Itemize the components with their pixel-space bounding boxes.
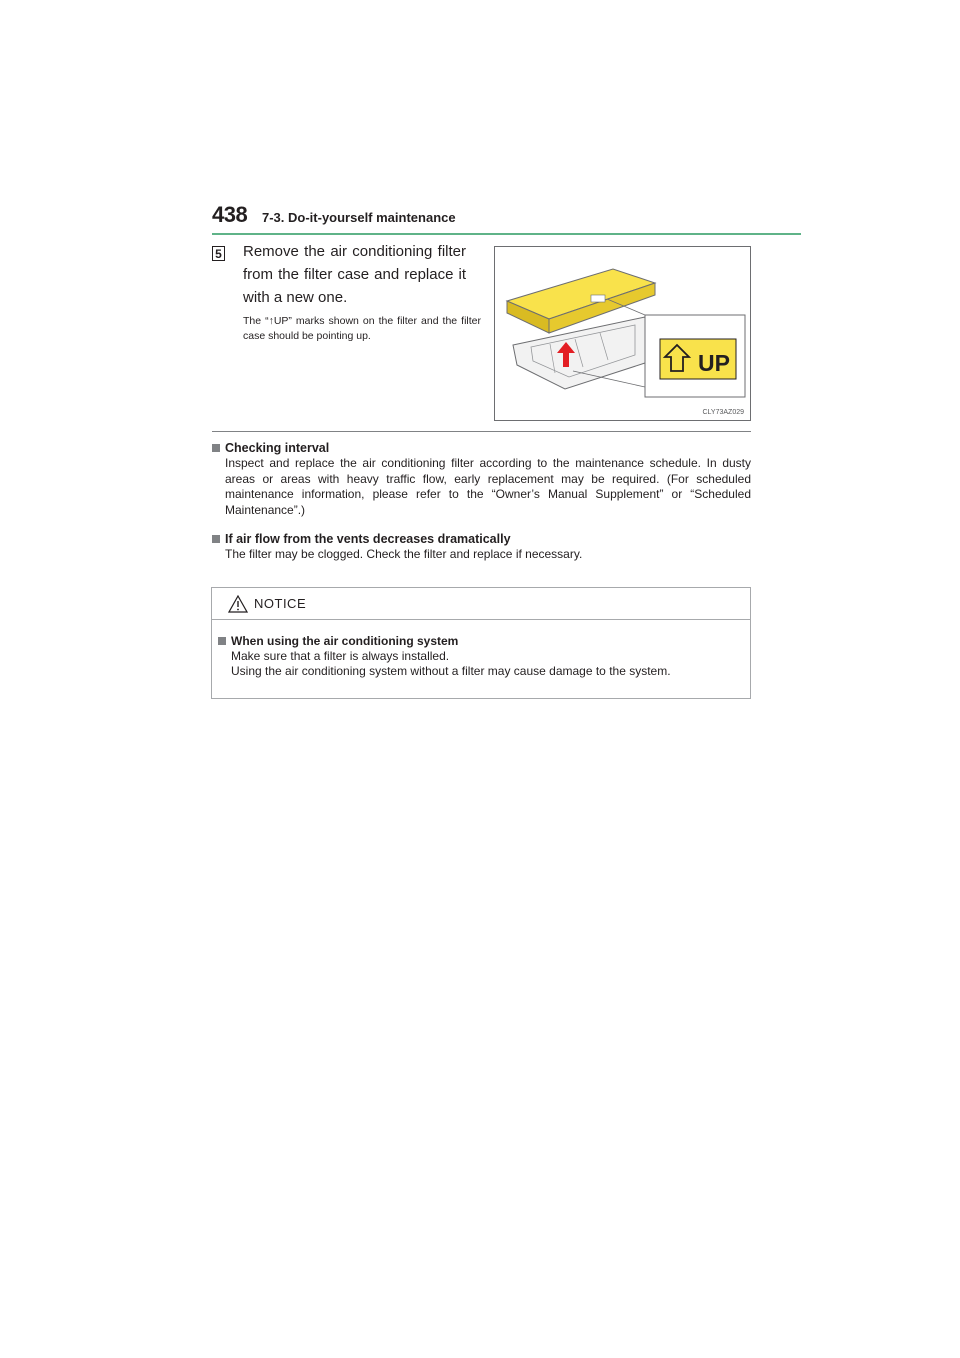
notice-content xyxy=(212,620,750,679)
figure-code: CLY73AZ029 xyxy=(702,409,744,416)
step-instruction: Remove the air conditioning filter from the filter case and replace it with a new one. xyxy=(243,243,466,306)
filter-illustration xyxy=(494,246,751,421)
warning-triangle-icon xyxy=(228,595,248,613)
info-heading: Checking interval xyxy=(225,441,330,455)
notice-line: Make sure that a filter is always installed. xyxy=(231,649,450,663)
notice-heading: When using the air conditioning system xyxy=(231,634,459,648)
step-note: The “↑UP” marks shown on the filter and the filter case should be pointing up. xyxy=(243,315,481,342)
notice-box xyxy=(211,587,751,699)
bullet-square-icon xyxy=(212,444,220,452)
filter-drawing xyxy=(495,247,750,420)
notice-header xyxy=(212,588,750,620)
notice-line: Using the air conditioning system without a filter may cause damage to the system. xyxy=(231,664,671,678)
up-label: UP xyxy=(698,350,730,376)
section-title: 7-3. Do-it-yourself maintenance xyxy=(262,210,456,225)
bullet-square-icon xyxy=(218,637,226,645)
divider xyxy=(212,431,751,432)
page-number: 438 xyxy=(212,202,248,227)
info-checking-interval xyxy=(212,440,751,518)
info-air-flow xyxy=(212,531,751,563)
info-body: The filter may be clogged. Check the filter and replace if necessary. xyxy=(225,547,583,561)
step-number-badge: 5 xyxy=(212,246,225,261)
bullet-square-icon xyxy=(212,535,220,543)
info-heading: If air flow from the vents decreases dramatically xyxy=(225,532,511,546)
notice-title: NOTICE xyxy=(254,596,307,611)
header-rule xyxy=(212,233,801,235)
info-body: Inspect and replace the air conditioning filter according to the maintenance schedule. In dusty areas or areas with heavy traffic flow, early replacement may be required. (For scheduled maintenance information, please refer to the “Owner’s Manual Supplement” or “Scheduled Maintenance”.) xyxy=(225,456,751,517)
